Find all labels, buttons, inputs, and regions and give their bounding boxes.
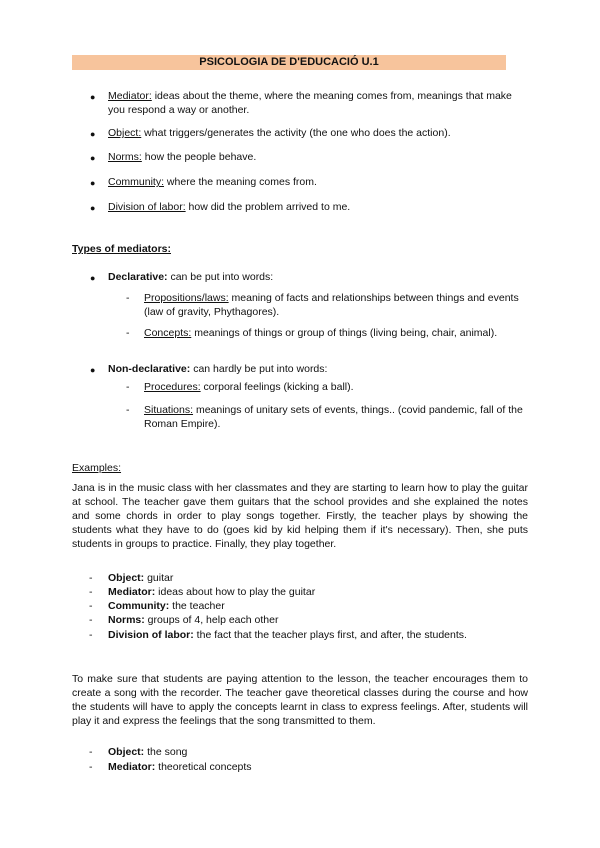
dash-icon: - [89,572,93,584]
definition-text: ideas about the theme, where the meaning comes from, meanings that make you respond a way or another. [108,90,512,116]
subitem-term: Procedures: [144,381,201,393]
mediator-type-term: Non-declarative: [108,363,191,375]
mediator-subitem [144,380,524,394]
example-item [108,571,528,585]
definition-term: Mediator: [108,90,152,102]
subitem-text: meaning of facts and relationships between things and events (law of gravity, Phythagores). [144,292,519,318]
definition-text: how did the problem arrived to me. [185,201,351,213]
example-paragraph: To make sure that students are paying attention to the lesson, the teacher encourages them to create a song with the recorder. The teacher gave theoretical classes during the course and how the students will have to apply the concepts learnt in class to express feelings. After, students will play it and express the feelings that the song transmitted to them. [72,673,528,727]
mediator-type-term: Declarative: [108,271,168,283]
bullet-icon: ● [90,92,96,102]
definition-item [108,175,528,189]
definition-item [108,200,528,214]
definition-term: Community: [108,176,165,188]
definition-term: Norms: [108,151,142,163]
definition-item [108,150,528,164]
example-item-text: the teacher [169,600,225,612]
example-item-text: guitar [144,572,174,584]
dash-icon: - [126,381,130,393]
dash-icon: - [89,629,93,641]
dash-icon: - [89,586,93,598]
example-item-term: Object: [108,572,145,584]
dash-icon: - [126,327,130,339]
example-item-term: Object: [108,746,145,758]
example-item [108,760,528,774]
example-item [108,628,528,642]
subitem-text: meanings of things or group of things (living being, chair, animal). [191,327,498,339]
mediator-type-text: can hardly be put into words: [190,363,328,375]
definition-item [108,126,528,140]
example-item-term: Division of labor: [108,629,194,641]
subitem-term: Situations: [144,404,194,416]
subitem-term: Propositions/laws: [144,292,229,304]
example-item [108,613,528,627]
mediator-subitem [144,291,524,319]
subitem-text: meanings of unitary sets of events, things.. (covid pandemic, fall of the Roman Empire). [144,404,523,430]
bullet-icon: ● [90,203,96,213]
dash-icon: - [89,600,93,612]
example-item-text: ideas about how to play the guitar [155,586,316,598]
dash-icon: - [89,614,93,626]
mediator-type [108,270,528,284]
example-item [108,585,528,599]
definition-text: where the meaning comes from. [164,176,317,188]
mediator-subitem [144,403,524,431]
section-heading: Types of mediators: [72,243,171,255]
dash-icon: - [126,404,130,416]
definition-term: Division of labor: [108,201,186,213]
example-item-term: Community: [108,600,170,612]
dash-icon: - [89,746,93,758]
definition-text: how the people behave. [141,151,257,163]
dash-icon: - [126,292,130,304]
example-item-text: theoretical concepts [155,761,252,773]
examples-label: Examples: [72,462,122,474]
bullet-icon: ● [90,273,96,283]
example-item-term: Mediator: [108,586,156,598]
example-item [108,599,528,613]
bullet-icon: ● [90,365,96,375]
example-item-text: the fact that the teacher plays first, and after, the students. [193,629,467,641]
example-item-text: the song [144,746,188,758]
document-title: PSICOLOGIA DE D'EDUCACIÓ U.1 [72,55,506,70]
example-item-term: Mediator: [108,761,156,773]
bullet-icon: ● [90,153,96,163]
bullet-icon: ● [90,178,96,188]
dash-icon: - [89,761,93,773]
definition-term: Object: [108,127,142,139]
subitem-text: corporal feelings (kicking a ball). [200,381,354,393]
example-item-term: Norms: [108,614,145,626]
subitem-term: Concepts: [144,327,192,339]
example-item-text: groups of 4, help each other [144,614,279,626]
example-item [108,745,528,759]
mediator-type-text: can be put into words: [167,271,274,283]
definition-item [108,89,528,117]
example-paragraph: Jana is in the music class with her classmates and they are starting to learn how to play the guitar at school. The teacher gave them guitars that the school provides and she explained the notes and some chords in order to play songs together. Firstly, the teacher plays by showing the students what they have to do (goes kid by kid helping them if it's necessary). Then, she puts students in groups to practice. Finally, they play together. [72,482,528,550]
bullet-icon: ● [90,129,96,139]
mediator-type [108,362,528,376]
definition-text: what triggers/generates the activity (the one who does the action). [141,127,451,139]
mediator-subitem [144,326,524,340]
